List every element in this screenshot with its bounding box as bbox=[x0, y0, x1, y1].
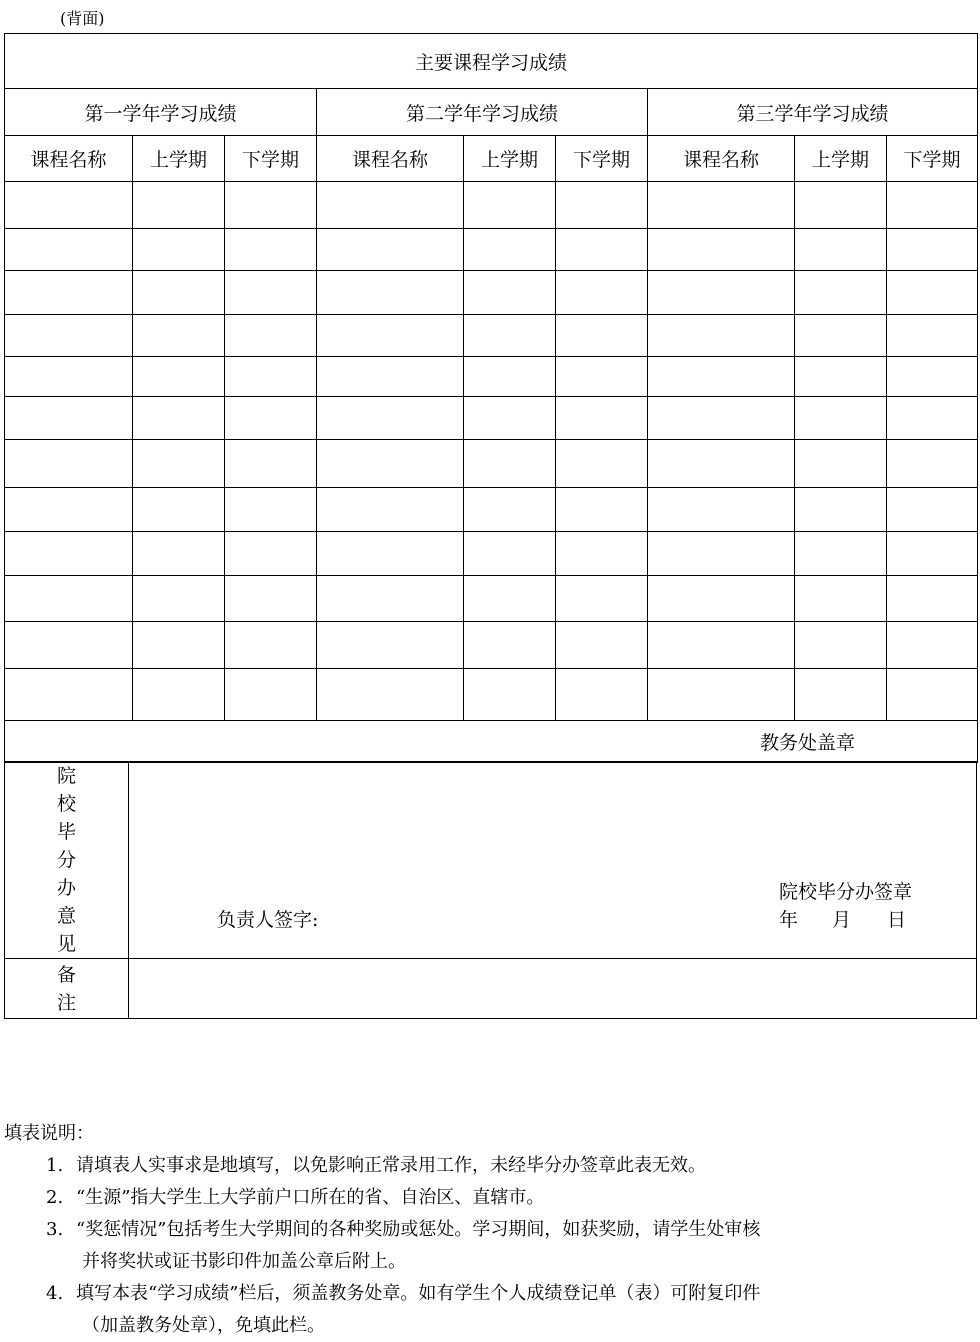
grade-cell[interactable] bbox=[225, 488, 317, 532]
grade-cell[interactable] bbox=[317, 271, 464, 315]
grade-cell[interactable] bbox=[5, 488, 133, 532]
grade-cell[interactable] bbox=[556, 669, 648, 721]
grade-cell[interactable] bbox=[648, 576, 795, 622]
instruction-text: “生源”指大学生上大学前户口所在的省、自治区、直辖市。 bbox=[76, 1187, 545, 1208]
grade-cell[interactable] bbox=[133, 271, 225, 315]
month-label: 月 bbox=[832, 908, 852, 931]
remarks-field[interactable] bbox=[129, 959, 977, 1019]
first-term-header: 上学期 bbox=[795, 136, 887, 182]
opinion-label-char: 分 bbox=[56, 849, 76, 871]
opinion-label-char: 见 bbox=[56, 933, 76, 955]
grade-cell[interactable] bbox=[317, 229, 464, 271]
grade-cell[interactable] bbox=[464, 229, 556, 271]
date-line bbox=[779, 905, 906, 932]
instruction-text: 请填表人实事求是地填写，以免影响正常录用工作，未经毕分办签章此表无效。 bbox=[76, 1155, 706, 1176]
instruction-item bbox=[4, 1182, 964, 1214]
year-3-header: 第三学年学习成绩 bbox=[648, 89, 978, 136]
grade-cell[interactable] bbox=[317, 622, 464, 669]
instruction-text: 并将奖状或证书影印件加盖公章后附上。 bbox=[82, 1251, 406, 1272]
instruction-item bbox=[4, 1150, 964, 1182]
grade-cell[interactable] bbox=[225, 532, 317, 576]
instruction-number: 4. bbox=[46, 1283, 64, 1304]
grade-cell[interactable] bbox=[133, 229, 225, 271]
grade-cell[interactable] bbox=[556, 357, 648, 397]
grade-row bbox=[5, 622, 978, 669]
grade-cell[interactable] bbox=[464, 357, 556, 397]
grade-cell[interactable] bbox=[225, 357, 317, 397]
grade-cell[interactable] bbox=[556, 315, 648, 357]
grade-cell[interactable] bbox=[648, 669, 795, 721]
grade-cell[interactable] bbox=[133, 669, 225, 721]
grade-cell[interactable] bbox=[317, 182, 464, 229]
grade-cell[interactable] bbox=[5, 271, 133, 315]
grade-cell[interactable] bbox=[887, 622, 978, 669]
grades-table bbox=[4, 33, 978, 763]
grade-cell[interactable] bbox=[225, 271, 317, 315]
opinion-label-char: 办 bbox=[56, 877, 76, 899]
page-side-label: (背面) bbox=[60, 9, 105, 28]
grade-cell[interactable] bbox=[648, 622, 795, 669]
grade-cell[interactable] bbox=[5, 397, 133, 440]
grade-cell[interactable] bbox=[795, 622, 887, 669]
first-term-header: 上学期 bbox=[133, 136, 225, 182]
grade-cell[interactable] bbox=[648, 440, 795, 488]
grade-cell[interactable] bbox=[795, 182, 887, 229]
grade-cell[interactable] bbox=[317, 315, 464, 357]
grade-cell[interactable] bbox=[464, 271, 556, 315]
grade-row bbox=[5, 576, 978, 622]
grade-cell[interactable] bbox=[795, 440, 887, 488]
grade-row bbox=[5, 397, 978, 440]
grade-cell[interactable] bbox=[5, 357, 133, 397]
instruction-number: 1. bbox=[46, 1155, 64, 1176]
grade-cell[interactable] bbox=[5, 532, 133, 576]
table-title: 主要课程学习成绩 bbox=[5, 34, 978, 89]
grade-cell[interactable] bbox=[795, 576, 887, 622]
grade-cell[interactable] bbox=[464, 488, 556, 532]
grade-cell[interactable] bbox=[887, 576, 978, 622]
grade-cell[interactable] bbox=[795, 229, 887, 271]
course-name-header: 课程名称 bbox=[5, 136, 133, 182]
grade-cell[interactable] bbox=[887, 669, 978, 721]
grade-cell[interactable] bbox=[133, 532, 225, 576]
grade-cell[interactable] bbox=[556, 488, 648, 532]
year-label: 年 bbox=[779, 908, 799, 931]
grade-cell[interactable] bbox=[317, 488, 464, 532]
grade-row bbox=[5, 357, 978, 397]
grade-cell[interactable] bbox=[225, 440, 317, 488]
grade-cell[interactable] bbox=[795, 488, 887, 532]
opinion-label-char: 校 bbox=[56, 793, 76, 815]
grade-cell[interactable] bbox=[556, 397, 648, 440]
grade-cell[interactable] bbox=[556, 271, 648, 315]
course-name-header: 课程名称 bbox=[317, 136, 464, 182]
grade-cell[interactable] bbox=[648, 271, 795, 315]
remarks-vertical-label bbox=[5, 959, 129, 1019]
year-1-header: 第一学年学习成绩 bbox=[5, 89, 317, 136]
instructions-heading: 填表说明： bbox=[4, 1123, 94, 1144]
grade-cell[interactable] bbox=[887, 271, 978, 315]
grade-cell[interactable] bbox=[225, 229, 317, 271]
grade-cell[interactable] bbox=[5, 576, 133, 622]
grade-cell[interactable] bbox=[225, 315, 317, 357]
grade-cell[interactable] bbox=[133, 440, 225, 488]
grade-cell[interactable] bbox=[5, 229, 133, 271]
grade-cell[interactable] bbox=[556, 576, 648, 622]
grade-cell[interactable] bbox=[317, 669, 464, 721]
grade-cell[interactable] bbox=[795, 397, 887, 440]
course-name-header: 课程名称 bbox=[648, 136, 795, 182]
grade-cell[interactable] bbox=[133, 397, 225, 440]
grade-cell[interactable] bbox=[887, 315, 978, 357]
grade-cell[interactable] bbox=[648, 315, 795, 357]
grade-cell[interactable] bbox=[887, 182, 978, 229]
grade-cell[interactable] bbox=[317, 576, 464, 622]
first-term-header: 上学期 bbox=[464, 136, 556, 182]
grade-cell[interactable] bbox=[795, 669, 887, 721]
grade-cell[interactable] bbox=[317, 440, 464, 488]
day-label: 日 bbox=[887, 908, 907, 931]
year-2-header: 第二学年学习成绩 bbox=[317, 89, 648, 136]
remarks-label-char: 注 bbox=[56, 991, 76, 1014]
grade-cell[interactable] bbox=[648, 357, 795, 397]
remarks-label-char: 备 bbox=[56, 963, 76, 986]
grade-cell[interactable] bbox=[133, 576, 225, 622]
grade-cell[interactable] bbox=[464, 315, 556, 357]
grade-cell[interactable] bbox=[464, 182, 556, 229]
grade-cell[interactable] bbox=[887, 488, 978, 532]
opinion-label-char: 意 bbox=[56, 905, 76, 927]
grade-cell[interactable] bbox=[887, 397, 978, 440]
grade-cell[interactable] bbox=[464, 669, 556, 721]
instruction-item bbox=[4, 1214, 964, 1278]
grade-cell[interactable] bbox=[5, 315, 133, 357]
grade-cell[interactable] bbox=[225, 669, 317, 721]
grade-cell[interactable] bbox=[317, 397, 464, 440]
grade-cell[interactable] bbox=[556, 622, 648, 669]
grade-cell[interactable] bbox=[464, 440, 556, 488]
grade-row bbox=[5, 229, 978, 271]
second-term-header: 下学期 bbox=[556, 136, 648, 182]
grade-cell[interactable] bbox=[464, 622, 556, 669]
grade-cell[interactable] bbox=[648, 488, 795, 532]
grade-cell[interactable] bbox=[795, 315, 887, 357]
grade-row bbox=[5, 271, 978, 315]
grade-cell[interactable] bbox=[133, 357, 225, 397]
grade-cell[interactable] bbox=[795, 271, 887, 315]
grade-cell[interactable] bbox=[887, 229, 978, 271]
grade-cell[interactable] bbox=[556, 229, 648, 271]
grade-cell[interactable] bbox=[464, 397, 556, 440]
grade-cell[interactable] bbox=[133, 315, 225, 357]
grade-cell[interactable] bbox=[648, 182, 795, 229]
instruction-text: （加盖教务处章），免填此栏。 bbox=[82, 1315, 325, 1336]
grade-cell[interactable] bbox=[317, 357, 464, 397]
instruction-number: 2. bbox=[46, 1187, 64, 1208]
grade-row bbox=[5, 488, 978, 532]
grade-cell[interactable] bbox=[317, 532, 464, 576]
grade-cell[interactable] bbox=[225, 576, 317, 622]
grade-cell[interactable] bbox=[5, 182, 133, 229]
grade-cell[interactable] bbox=[225, 397, 317, 440]
grade-cell[interactable] bbox=[133, 182, 225, 229]
grade-row bbox=[5, 440, 978, 488]
academic-affairs-stamp-row: 教务处盖章 bbox=[5, 721, 978, 763]
opinion-label-char: 院 bbox=[56, 765, 76, 787]
grade-cell[interactable] bbox=[648, 397, 795, 440]
grade-cell[interactable] bbox=[5, 622, 133, 669]
grade-row bbox=[5, 669, 978, 721]
grade-cell[interactable] bbox=[887, 357, 978, 397]
grade-cell[interactable] bbox=[887, 532, 978, 576]
grade-cell[interactable] bbox=[648, 532, 795, 576]
second-term-header: 下学期 bbox=[887, 136, 978, 182]
grade-cell[interactable] bbox=[795, 357, 887, 397]
grade-cell[interactable] bbox=[887, 440, 978, 488]
grade-cell[interactable] bbox=[648, 229, 795, 271]
instruction-item bbox=[4, 1278, 964, 1342]
office-stamp-label: 院校毕分办签章 bbox=[779, 880, 913, 903]
grade-row bbox=[5, 532, 978, 576]
grade-cell[interactable] bbox=[556, 532, 648, 576]
opinion-label-char: 毕 bbox=[56, 821, 76, 843]
grade-cell[interactable] bbox=[464, 576, 556, 622]
signature-label: 负责人签字: bbox=[217, 908, 319, 931]
second-term-header: 下学期 bbox=[225, 136, 317, 182]
grade-row bbox=[5, 315, 978, 357]
instruction-number: 3. bbox=[46, 1219, 64, 1240]
filling-instructions bbox=[4, 1118, 964, 1342]
grade-cell[interactable] bbox=[225, 622, 317, 669]
grade-cell[interactable] bbox=[464, 532, 556, 576]
grade-cell[interactable] bbox=[5, 440, 133, 488]
opinion-vertical-label bbox=[5, 762, 129, 959]
grade-cell[interactable] bbox=[795, 532, 887, 576]
grade-cell[interactable] bbox=[133, 622, 225, 669]
grade-cell[interactable] bbox=[5, 669, 133, 721]
column-header-row bbox=[5, 136, 978, 182]
instruction-text: 填写本表“学习成绩”栏后，须盖教务处章。如有学生个人成绩登记单（表）可附复印件 bbox=[76, 1283, 761, 1304]
grade-row bbox=[5, 182, 978, 229]
instruction-text: “奖惩情况”包括考生大学期间的各种奖励或惩处。学习期间，如获奖励，请学生处审核 bbox=[76, 1219, 761, 1240]
opinion-field[interactable] bbox=[129, 762, 977, 959]
grade-cell[interactable] bbox=[225, 182, 317, 229]
grade-cell[interactable] bbox=[556, 182, 648, 229]
grade-cell[interactable] bbox=[556, 440, 648, 488]
approval-section bbox=[4, 761, 977, 1017]
grade-cell[interactable] bbox=[133, 488, 225, 532]
instructions-list bbox=[4, 1150, 964, 1342]
